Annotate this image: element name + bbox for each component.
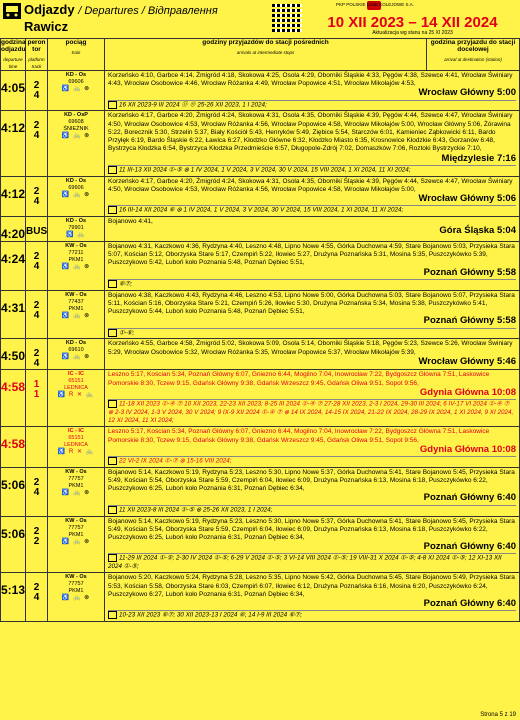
train-amenities-icon: ♿ 🚲 ⊗ <box>61 191 91 198</box>
destination: Wrocław Główny 5:06 <box>418 192 516 204</box>
header <box>0 0 520 38</box>
train-category: KW - Os <box>65 517 87 524</box>
calendar-icon <box>108 457 117 465</box>
destination: Poznań Główny 5:58 <box>423 315 516 327</box>
platform-number: 2 <box>33 80 40 91</box>
platform-number: 2 <box>33 251 40 263</box>
intermediate-stops <box>105 242 520 291</box>
title-text: Odjazdy <box>24 2 75 17</box>
platform-number: 1 <box>33 379 40 391</box>
destination: Poznań Główny 5:58 <box>423 266 516 278</box>
train-category: IC - IC <box>68 371 84 378</box>
platform-number: 2 <box>33 120 40 132</box>
table-header <box>1 39 520 71</box>
service-note <box>108 205 516 215</box>
train-info <box>48 176 105 216</box>
track-number: 4 <box>33 486 40 498</box>
service-note <box>108 100 516 110</box>
train-category: KW - Os <box>65 291 87 298</box>
col-track: peron tor platform track <box>27 39 46 69</box>
track-number: 4 <box>33 358 40 370</box>
stops-text: Bojanowo 5:20, Kaczkowo 5:24, Rydzyna 5:28, Leszno 5:35, Lipno Nowe 5:42, Górka Duchowna 5:45, Stare Bojanowo 5:49, Przysieka Stara 5:53, Kościan 5:58, Oborzyska Stare 6:03, Czempiń 6:07, Iłowiec 6:12, Drużyna Poznańska 6:16, Mosina 6:20, Puszczykówko 6:24, Puszczykowo 6:27, Luboń koło Poznania 6:31, Poznań Dębiec 6:34, <box>108 574 515 598</box>
train-name: LEDNICA <box>64 385 88 392</box>
table-row <box>1 339 520 370</box>
train-info <box>48 427 105 467</box>
train-info <box>48 217 105 242</box>
train-category: KD - Os <box>65 218 87 225</box>
destination: Wrocław Główny 5:46 <box>418 355 516 367</box>
page-title <box>24 2 218 17</box>
table-row <box>1 176 520 216</box>
table-row <box>1 427 520 467</box>
intermediate-stops <box>105 467 520 516</box>
train-amenities-icon: ♿ R ✕ 🚲 <box>57 392 95 399</box>
destination: Poznań Główny 6:40 <box>423 598 516 609</box>
destination: Międzylesie 7:16 <box>441 152 516 164</box>
train-name: PKM1 <box>68 305 84 312</box>
train-category: KW - Os <box>65 468 87 475</box>
track-number: 1 <box>33 389 40 401</box>
track-number: 4 <box>33 90 40 101</box>
platform-track <box>26 370 48 427</box>
calendar-icon <box>108 611 117 619</box>
calendar-icon <box>108 400 117 408</box>
train-info <box>48 71 105 111</box>
train-amenities-icon: ♿ 🚲 ⊗ <box>61 595 91 602</box>
platform-number: 2 <box>33 582 40 594</box>
note-text: 16 XII 2023-9 III 2024 ⓪ ⊗ 25-26 XII 2023, 1 I 2024; <box>119 101 267 109</box>
departures-body <box>1 71 520 622</box>
service-note <box>108 610 516 620</box>
note-text: 11-29 III 2024 ①-⑤; 2-30 IV 2024 ①-⑤; 6-29 V 2024 ①-⑤; 3 VI-14 VIII 2024 ①-⑤; 19 VIII-31 X 2024 ①-⑤; 4-8 XI 2024 ①-⑤; 12 XI-13 XII 2024 ①-⑤; <box>108 554 502 571</box>
calendar-icon <box>108 166 117 174</box>
train-category: IC - IC <box>68 428 84 435</box>
service-note <box>108 456 516 466</box>
train-info <box>48 467 105 516</box>
departure-time: 4:20 <box>1 217 26 242</box>
intermediate-stops <box>105 176 520 216</box>
intermediate-stops <box>105 290 520 339</box>
train-name: LEDNICA <box>64 442 88 449</box>
train-number: 77211 <box>68 250 84 257</box>
table-row <box>1 242 520 291</box>
intermediate-stops <box>105 71 520 111</box>
col-train: pociąg train <box>48 39 105 71</box>
table-row <box>1 370 520 427</box>
table-row <box>1 516 520 573</box>
note-text: 10-23 XII 2023 ⑥⑦; 30 XII 2023-13 I 2024 ⑥; 14 I-9 III 2024 ⑥⑦; <box>119 611 302 619</box>
train-name: PKM1 <box>68 257 84 264</box>
calendar-icon <box>108 101 117 109</box>
departure-time: 4:58 <box>1 427 26 467</box>
page-number: Strona 5 z 19 <box>480 712 516 718</box>
operator-logo-text: PKP POLSKIE LINIE KOLEJOWE S.A. <box>336 2 414 7</box>
qr-code-icon <box>272 2 302 32</box>
service-note <box>108 328 516 338</box>
service-note <box>108 399 516 425</box>
stops-text: Korzeńsko 4:10, Garbce 4:14, Żmigród 4:18, Skokowa 4:25, Osola 4:29, Oborniki Śląskie 4:33, Pęgów 4:38, Szewce 4:41, Wrocław Świniary 4:43, Wrocław Osobowice 4:46, Wrocław Różanka 4:49, Wrocław Popowice 4:51, Wrocław Mikołajów 4:53, <box>108 72 513 88</box>
platform-track <box>26 516 48 573</box>
intermediate-stops <box>105 370 520 427</box>
stops-text: Bojanowo 5:14, Kaczkowo 5:19, Rydzyna 5:23, Leszno 5:30, Lipno Nowe 5:37, Górka Duchowna 5:41, Stare Bojanowo 5:45, Przysieka Stara 5:49, Kościan 5:54, Oborzyska Stare 5:59, Czempiń 6:04, Iłowiec 6:09, Drużyna Poznańska 6:13, Mosina 6:18, Puszczykówko 6:22, Puszczykowo 6:25, Luboń koło Poznania 6:31, Poznań Dębiec 6:34, <box>108 517 515 541</box>
stops-text: Korzeńsko 4:17, Garbce 4:20, Żmigród 4:24, Skokowa 4:31, Osola 4:35, Oborniki Śląskie 4:39, Pęgów 4:44, Szewce 4:47, Wrocław Świniary 4:50, Wrocław Osobowice 4:53, Wrocław Różanka 4:56, Wrocław Popowice 4:58, Wrocław Mikołajów 5:00, <box>108 177 513 193</box>
note-text: 22 VI-2 IX 2024 ①-⑦ ⊗ 15-16 VIII 2024; <box>119 457 232 465</box>
departure-time: 5:06 <box>1 467 26 516</box>
table-row <box>1 290 520 339</box>
title-subtitle: / Departures / Відправлення <box>78 5 218 17</box>
stops-text: Korzeńsko 4:55, Garbce 4:58, Żmigród 5:02, Skokowa 5:09, Osola 5:14, Oborniki Śląskie 5:18, Pęgów 5:23, Szewce 5:26, Wrocław Świniary 5:29, Wrocław Osobowice 5:32, Wrocław Różanka 5:35, Wrocław Popowice 5:37, Wrocław Mikołajów 5:39, <box>108 340 513 356</box>
calendar-icon <box>108 329 117 337</box>
stops-text: Bojanowo 4:41, <box>108 218 153 226</box>
table-row <box>1 111 520 176</box>
service-note <box>108 279 516 289</box>
col-destination: godzina przyjazdu do stacji docelowej arrival at destination (station) <box>427 39 520 71</box>
train-amenities-icon: ♿ 🚲 ⊗ <box>61 264 91 271</box>
train-amenities-icon: ♿ 🚲 <box>66 232 86 239</box>
train-category: KW - Os <box>65 243 87 250</box>
platform-track <box>26 176 48 216</box>
note-text: 11 III-13 XII 2024 ①-⑤ ⊗ 1 IV 2024, 1 V 2024, 3 V 2024, 30 V 2024, 15 VIII 2024, 1 XI 2024, 11 XI 2024; <box>119 166 411 174</box>
train-amenities-icon: ♿ 🚲 ⊗ <box>61 312 91 319</box>
train-category: KD - OsP <box>64 112 88 119</box>
destination: Wrocław Główny 5:00 <box>418 87 516 99</box>
note-text: ⑥⑦; <box>119 280 133 288</box>
platform-number: 2 <box>33 185 40 197</box>
intermediate-stops <box>105 339 520 370</box>
train-category: KW - Os <box>65 574 87 581</box>
departure-time: 5:06 <box>1 516 26 573</box>
train-number: 69606 <box>68 79 84 85</box>
train-amenities-icon: ♿ R ✕ 🚲 <box>57 449 95 456</box>
platform-track <box>26 217 48 242</box>
stops-text: Bojanowo 4:31, Kaczkowo 4:36, Rydzyna 4:40, Leszno 4:48, Lipno Nowe 4:55, Górka Duchowna 4:59, Stare Bojanowo 5:03, Przysieka Stara 5:07, Kościan 5:12, Oborzyska Stare 5:17, Czempiń 5:22, Iłowiec 5:27, Drużyna Poznańska 5:31, Mosina 5:35, Puszczykówko 5:39, Puszczykowo 5:42, Luboń koło Poznania 5:48, Poznań Dębiec 5:51, <box>108 243 515 267</box>
train-info <box>48 370 105 427</box>
track-number: 4 <box>33 130 40 142</box>
platform-track <box>26 427 48 467</box>
table-row <box>1 217 520 242</box>
note-text: ①-⑥; <box>119 329 135 337</box>
departure-time: 4:05 <box>1 71 26 111</box>
departure-time: 5:13 <box>1 573 26 622</box>
departure-time: 4:12 <box>1 111 26 176</box>
intermediate-stops <box>105 111 520 176</box>
calendar-icon <box>108 206 117 214</box>
destination: Gdynia Główna 10:08 <box>419 386 516 398</box>
note-text: 11 XII 2023-8 III 2024 ①-⑤ ⊗ 25-26 XII 2023, 1 I 2024; <box>119 506 273 514</box>
track-number: 2 <box>33 535 40 547</box>
train-number: 77757 <box>68 524 84 531</box>
train-amenities-icon: ♿ 🚲 ⊗ <box>61 489 91 496</box>
calendar-icon <box>108 506 117 514</box>
platform-track <box>26 467 48 516</box>
train-number: 69606 <box>68 184 84 191</box>
footer <box>0 706 520 719</box>
train-info <box>48 242 105 291</box>
platform-number: 2 <box>33 525 40 537</box>
train-number: 65151 <box>68 435 84 442</box>
platform-track <box>26 339 48 370</box>
track-number: 4 <box>33 592 40 604</box>
track-number: 4 <box>33 195 40 207</box>
table-row <box>1 71 520 111</box>
train-number: 79901 <box>68 225 84 232</box>
train-name: PKM1 <box>68 482 84 489</box>
train-info <box>48 573 105 622</box>
train-number: 65151 <box>68 378 84 385</box>
train-number: 77757 <box>68 581 84 588</box>
intermediate-stops <box>105 217 520 242</box>
update-note: Aktualizacja wg stanu na 25 XI 2023 <box>372 30 453 36</box>
stops-text: Bojanowo 4:38, Kaczkowo 4:43, Rydzyna 4:46, Leszno 4:53, Lipno Nowe 5:00, Górka Duchowna 5:03, Stare Bojanowo 5:07, Przysieka Stara 5:11, Kościan 5:16, Oborzyska Stare 5:21, Czempiń 5:26, Iłowiec 5:30, Drużyna Poznańska 5:34, Mosina 5:38, Puszczykówko 5:41, Puszczykowo 5:44, Luboń koło Poznania 5:48, Poznań Dębiec 5:51, <box>108 291 515 316</box>
train-category: KD - Os <box>65 340 87 347</box>
departure-time: 4:12 <box>1 176 26 216</box>
stops-text: Korzeńsko 4:17, Garbce 4:20, Żmigród 4:24, Skokowa 4:31, Osola 4:35, Oborniki Śląskie 4:39, Pęgów 4:44, Szewce 4:47, Wrocław Świniary 4:50, Wrocław Osobowice 4:53, Wrocław Różanka 4:56, Wrocław Popowice 4:58, Wrocław Mikołajów 5:00, Wrocław Główny 5:06, Żórawina 5:22, Borecznik 5:30, Strzelin 5:37, Biały Kościół 5:43, Henryków 5:49, Ziębice 5:54, Starczów 6:01, Kamieniec Ząbkowicki 6:11, Bardo Przyłęk 6:19, Bardo Śląskie 6:22, Ławica 6:27, Kłodzko Główne 6:32, Kłodzko Miasto 6:35, Krosnowice Kłodzkie 6:43, Gorzanów 6:48, Bystrzyca Kłodzka 6:54, Bystrzyca Kłodzka Przedmieście 6:57, Długopole-Zdrój 7:02, Domaszków 7:06, Roztoki Bystrzyckie 7:10, <box>108 112 513 153</box>
stops-text: Leszno 5:17, Kościan 5:34, Poznań Główny 6:07, Gniezno 6:44, Mogilno 7:04, Inowrocław 7:22, Bydgoszcz Główna 7:51, Laskowice Pomorskie 8:30, Tczew 9:15, Gdańsk Główny 9:38, Gdańsk Wrzeszcz 9:45, Gdańsk Oliwa 9:51, Sopot 9:56, <box>108 428 490 444</box>
train-category: KD - Os <box>65 72 87 78</box>
intermediate-stops <box>105 516 520 573</box>
service-note <box>108 505 516 515</box>
destination: Poznań Główny 6:40 <box>423 541 516 553</box>
destination: Gdynia Główna 10:08 <box>419 443 516 455</box>
calendar-icon <box>108 280 117 288</box>
train-info <box>48 339 105 370</box>
destination: Poznań Główny 6:40 <box>423 492 516 504</box>
departure-time: 4:24 <box>1 242 26 291</box>
note-text: 16 III-14 XII 2024 ⑥ ⊗ 1 IV 2024, 1 V 2024, 3 V 2024, 30 V 2024, 15 VIII 2024, 1 XI 2024, 11 XI 2024; <box>119 206 404 214</box>
train-name: PKM1 <box>68 588 84 595</box>
train-number: 77757 <box>68 475 84 482</box>
platform-number: 2 <box>33 299 40 311</box>
station-name: Rawicz <box>24 19 69 34</box>
train-number: 77437 <box>68 298 84 305</box>
train-amenities-icon: ♿ 🚲 ⊗ <box>61 354 91 361</box>
departure-time: 4:31 <box>1 290 26 339</box>
destination: Góra Śląska 5:04 <box>439 225 516 237</box>
train-number: 69608 <box>68 119 84 126</box>
intermediate-stops <box>105 573 520 622</box>
departure-time: 4:58 <box>1 370 26 427</box>
platform-track <box>26 71 48 111</box>
track-number: 4 <box>33 309 40 321</box>
train-number: 69610 <box>68 347 84 354</box>
table-row <box>1 573 520 622</box>
train-name: ŚNIEŻNIK <box>63 126 89 133</box>
departure-time: 4:50 <box>1 339 26 370</box>
train-amenities-icon: ♿ 🚲 ⊗ <box>61 133 91 140</box>
intermediate-stops <box>105 427 520 467</box>
service-note <box>108 553 516 571</box>
train-icon <box>3 3 21 19</box>
validity-dates: 10 XII 2023 – 14 XII 2024 <box>327 14 498 31</box>
col-time: godzina odjazdu departure time <box>1 39 26 69</box>
calendar-icon <box>108 554 117 562</box>
note-text: 11-18 XII 2023 ①-④ ⑦ 10 XII 2023, 22-23 XII 2023; 8-25 III 2024 ①-④ ⑦ 27-28 XII 2023, 2-3 I 2024, 29-30 III 2024; 6 IV-17 VI 2024 ①-④ ⑦ ⊗ 2-3 IV 2024, 1-3 V 2024, 30 V 2024; 9 IX-9 XII 2024 ①-④ ⑦ ⊗ 14 IX 2024, 14-15 IX 2024, 21-22 IX 2024, 28-29 IX 2024, 1 XI 2024, 9 XI 2024, 12 XI 2024, 11 XI 2024; <box>108 400 514 425</box>
platform-number: 2 <box>33 348 40 360</box>
train-info <box>48 290 105 339</box>
table-row <box>1 467 520 516</box>
platform-track <box>26 290 48 339</box>
stops-text: Leszno 5:17, Kościan 5:34, Poznań Główny 6:07, Gniezno 6:44, Mogilno 7:04, Inowrocław 7:22, Bydgoszcz Główna 7:51, Laskowice Pomorskie 8:30, Tczew 9:15, Gdańsk Główny 9:38, Gdańsk Wrzeszcz 9:45, Gdańsk Oliwa 9:51, Sopot 9:56, <box>108 371 490 387</box>
platform-track <box>26 573 48 622</box>
service-note <box>108 165 516 175</box>
train-amenities-icon: ♿ 🚲 ⊗ <box>61 538 91 545</box>
train-info <box>48 516 105 573</box>
platform-track <box>26 242 48 291</box>
col-stops: godziny przyjazdów do stacji pośrednich arrivals at intermediate stops <box>105 39 427 71</box>
platform-track <box>26 111 48 176</box>
train-info <box>48 111 105 176</box>
stops-text: Bojanowo 5:14, Kaczkowo 5:19, Rydzyna 5:23, Leszno 5:30, Lipno Nowe 5:37, Górka Duchowna 5:41, Stare Bojanowo 5:45, Przysieka Stara 5:49, Kościan 5:54, Oborzyska Stare 5:59, Czempiń 6:04, Iłowiec 6:09, Drużyna Poznańska 6:13, Mosina 6:18, Puszczykówko 6:22, Puszczykowo 6:25, Luboń koło Poznania 6:31, Poznań Dębiec 6:34, <box>108 468 515 493</box>
platform-number: 2 <box>33 476 40 488</box>
train-category: KD - Os <box>65 177 87 184</box>
departures-table <box>0 38 520 622</box>
train-name: PKM1 <box>68 531 84 538</box>
track-number: 4 <box>33 261 40 273</box>
platform-number: BUS <box>26 226 48 238</box>
train-amenities-icon: ♿ 🚲 ⊗ <box>61 86 91 92</box>
